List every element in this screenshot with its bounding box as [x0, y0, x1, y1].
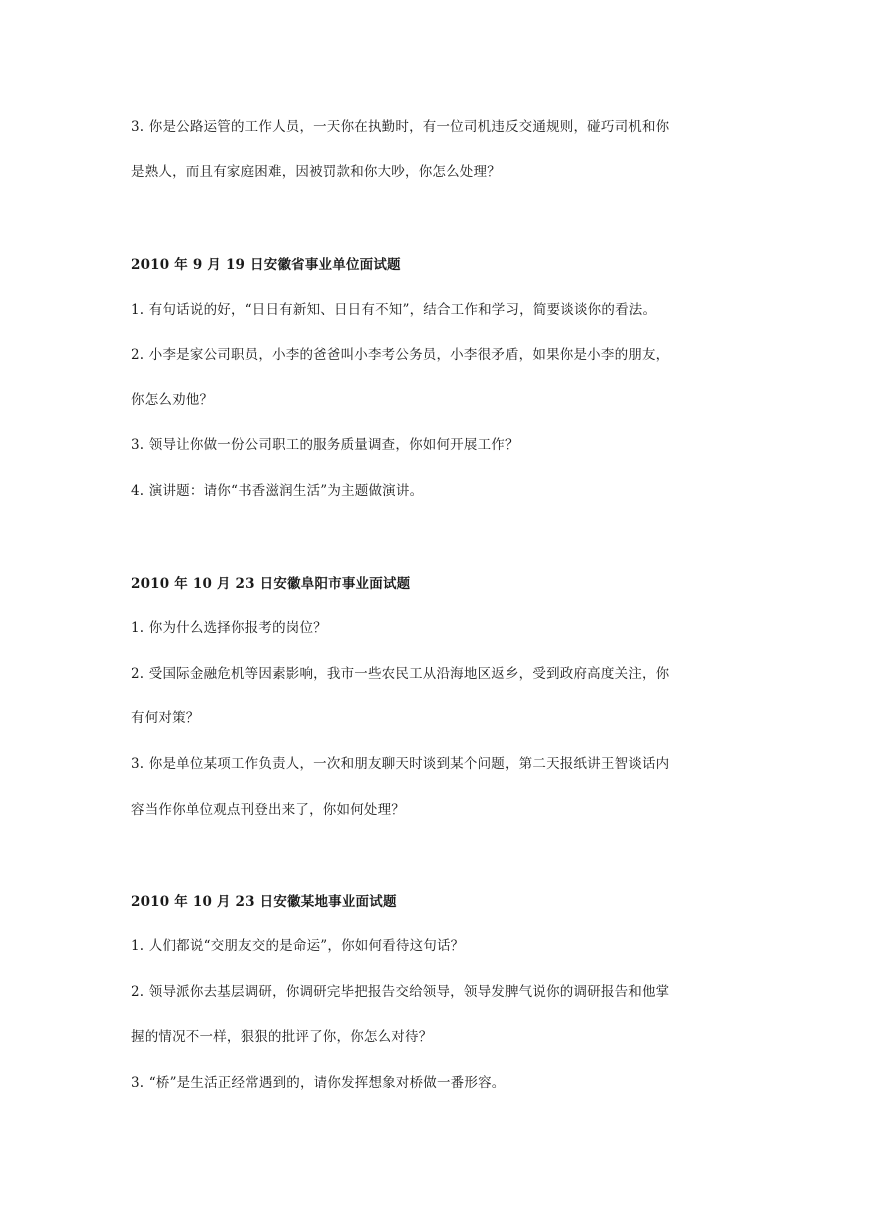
section-3-line-3: 握的情况不一样，狠狠的批评了你，你怎么对待？ [131, 1029, 433, 1045]
section-1-line-3: 你怎么劝他？ [131, 392, 214, 408]
intro-line-2: 是熟人，而且有家庭困难，因被罚款和你大吵，你怎么处理？ [131, 164, 501, 180]
section-2-line-1: 1. 你为什么选择你报考的岗位？ [131, 620, 327, 636]
section-heading-1: 2010 年 9 月 19 日安徽省事业单位面试题 [131, 257, 401, 273]
section-3-line-4: 3. “桥”是生活正经常遇到的，请你发挥想象对桥做一番形容。 [131, 1075, 506, 1091]
section-1-line-5: 4. 演讲题：请你“书香滋润生活”为主题做演讲。 [131, 483, 424, 499]
section-3-line-2: 2. 领导派你去基层调研，你调研完毕把报告交给领导，领导发脾气说你的调研报告和他掌 [131, 984, 670, 1000]
section-1-line-2: 2. 小李是家公司职员，小李的爸爸叫小李考公务员，小李很矛盾，如果你是小李的朋友， [131, 347, 670, 363]
intro-line-1: 3. 你是公路运管的工作人员，一天你在执勤时，有一位司机违反交通规则，碰巧司机和你 [131, 119, 670, 135]
section-heading-2: 2010 年 10 月 23 日安徽阜阳市事业面试题 [131, 576, 411, 592]
section-2-line-2: 2. 受国际金融危机等因素影响，我市一些农民工从沿海地区返乡，受到政府高度关注，你 [131, 666, 670, 682]
section-2-line-5: 容当作你单位观点刊登出来了，你如何处理？ [131, 802, 405, 818]
section-heading-3: 2010 年 10 月 23 日安徽某地事业面试题 [131, 894, 397, 910]
section-1-line-1: 1. 有句话说的好，“日日有新知、日日有不知”，结合工作和学习，简要谈谈你的看法。 [131, 302, 657, 318]
section-2-line-4: 3. 你是单位某项工作负责人，一次和朋友聊天时谈到某个问题，第二天报纸讲王智谈话内 [131, 756, 670, 772]
section-2-line-3: 有何对策？ [131, 710, 200, 726]
section-1-line-4: 3. 领导让你做一份公司职工的服务质量调查，你如何开展工作？ [131, 437, 519, 453]
section-3-line-1: 1. 人们都说“交朋友交的是命运”，你如何看待这句话？ [131, 938, 465, 954]
